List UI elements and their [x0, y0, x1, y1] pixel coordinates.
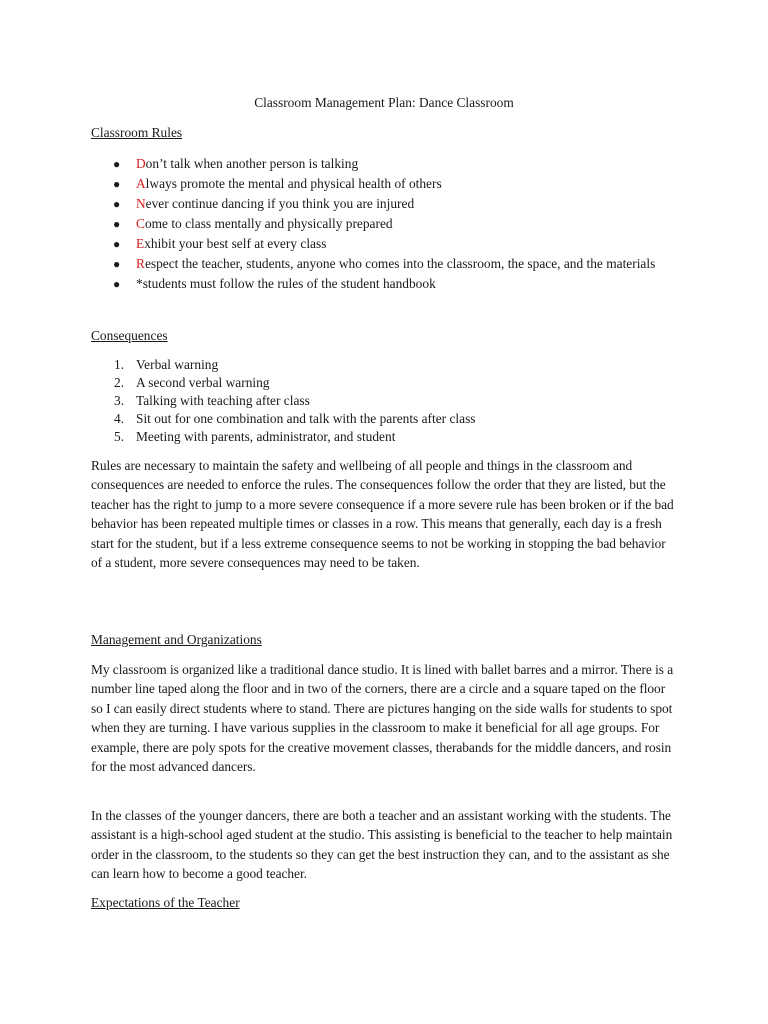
bullet-icon: ●: [113, 197, 121, 211]
list-item: [91, 254, 691, 274]
acrostic-initial: N: [136, 196, 146, 211]
acrostic-initial: A: [136, 176, 146, 191]
bullet-icon: ●: [113, 217, 121, 231]
acrostic-initial: R: [136, 256, 145, 271]
list-number: 3.: [114, 393, 125, 408]
list-item: [91, 410, 691, 428]
rule-text: lways promote the mental and physical health of others: [145, 176, 442, 191]
bullet-icon: ●: [113, 257, 121, 271]
management-heading: Management and Organizations: [91, 632, 262, 647]
list-number: 4.: [114, 411, 125, 426]
rule-note: *students must follow the rules of the student handbook: [136, 276, 436, 291]
expectations-heading: Expectations of the Teacher: [91, 895, 240, 910]
list-item: [91, 392, 691, 410]
list-number: 1.: [114, 357, 125, 372]
rule-text: ome to class mentally and physically prepared: [144, 216, 393, 231]
management-paragraph-1: My classroom is organized like a traditional dance studio. It is lined with ballet barres and a mirror. There is a number line taped along the floor and in two of the corners, there are a circle and a square taped on the floor so I can easily direct students where to stand. There are pictures hanging on the side walls for students to spot when they are turning. I have various supplies in the classroom to make it beneficial for all age groups. For example, there are poly spots for the creative movement classes, therabands for the middle dancers, and rosin for the most advanced dancers.: [91, 662, 674, 775]
rule-text: espect the teacher, students, anyone who comes into the classroom, the space, and the materials: [144, 256, 656, 271]
bullet-icon: ●: [113, 277, 121, 291]
consequence-text: Talking with teaching after class: [136, 393, 310, 408]
consequence-text: Verbal warning: [136, 357, 219, 372]
list-number: 2.: [114, 375, 125, 390]
consequence-text: A second verbal warning: [136, 375, 270, 390]
consequences-heading: Consequences: [91, 328, 168, 343]
list-item: [91, 428, 691, 446]
list-item: [91, 234, 691, 254]
bullet-icon: ●: [113, 157, 121, 171]
list-item: [91, 174, 691, 194]
acrostic-initial: C: [136, 216, 145, 231]
acrostic-initial: E: [136, 236, 145, 251]
bullet-icon: ●: [113, 237, 121, 251]
list-item: [91, 374, 691, 392]
acrostic-initial: D: [136, 156, 146, 171]
consequences-paragraph: Rules are necessary to maintain the safety and wellbeing of all people and things in the classroom and consequences are needed to enforce the rules. The consequences follow the order that they are listed, but the teacher has the right to jump to a more severe consequence if a more severe rule has been broken or if the bad behavior has been repeated multiple times or classes in a row. This means that generally, each day is a fresh start for the student, but if a less extreme consequence seems to not be working in stopping the bad behavior of a student, more severe consequences may need to be taken.: [91, 458, 674, 571]
rule-text: ever continue dancing if you think you are injured: [145, 196, 415, 211]
document-title: Classroom Management Plan: Dance Classroom: [254, 95, 514, 110]
bullet-icon: ●: [113, 177, 121, 191]
consequence-text: Meeting with parents, administrator, and student: [136, 429, 396, 444]
consequence-text: Sit out for one combination and talk with the parents after class: [136, 411, 476, 426]
list-item: [91, 356, 691, 374]
management-paragraph-2: In the classes of the younger dancers, there are both a teacher and an assistant working with the students. The assistant is a high-school aged student at the studio. This assisting is beneficial to the teacher to help maintain order in the classroom, to the students so they can get the best instruction they can, and to the assistant as she can learn how to become a good teacher.: [91, 808, 673, 882]
consequences-list: [91, 356, 691, 446]
list-item: [91, 154, 691, 174]
list-number: 5.: [114, 429, 125, 444]
list-item: [91, 194, 691, 214]
rules-heading: Classroom Rules: [91, 125, 183, 140]
rule-text: xhibit your best self at every class: [144, 236, 327, 251]
rule-text: on’t talk when another person is talking: [145, 156, 359, 171]
list-item: [91, 214, 691, 234]
list-item: [91, 274, 691, 294]
rules-list: [91, 154, 691, 294]
